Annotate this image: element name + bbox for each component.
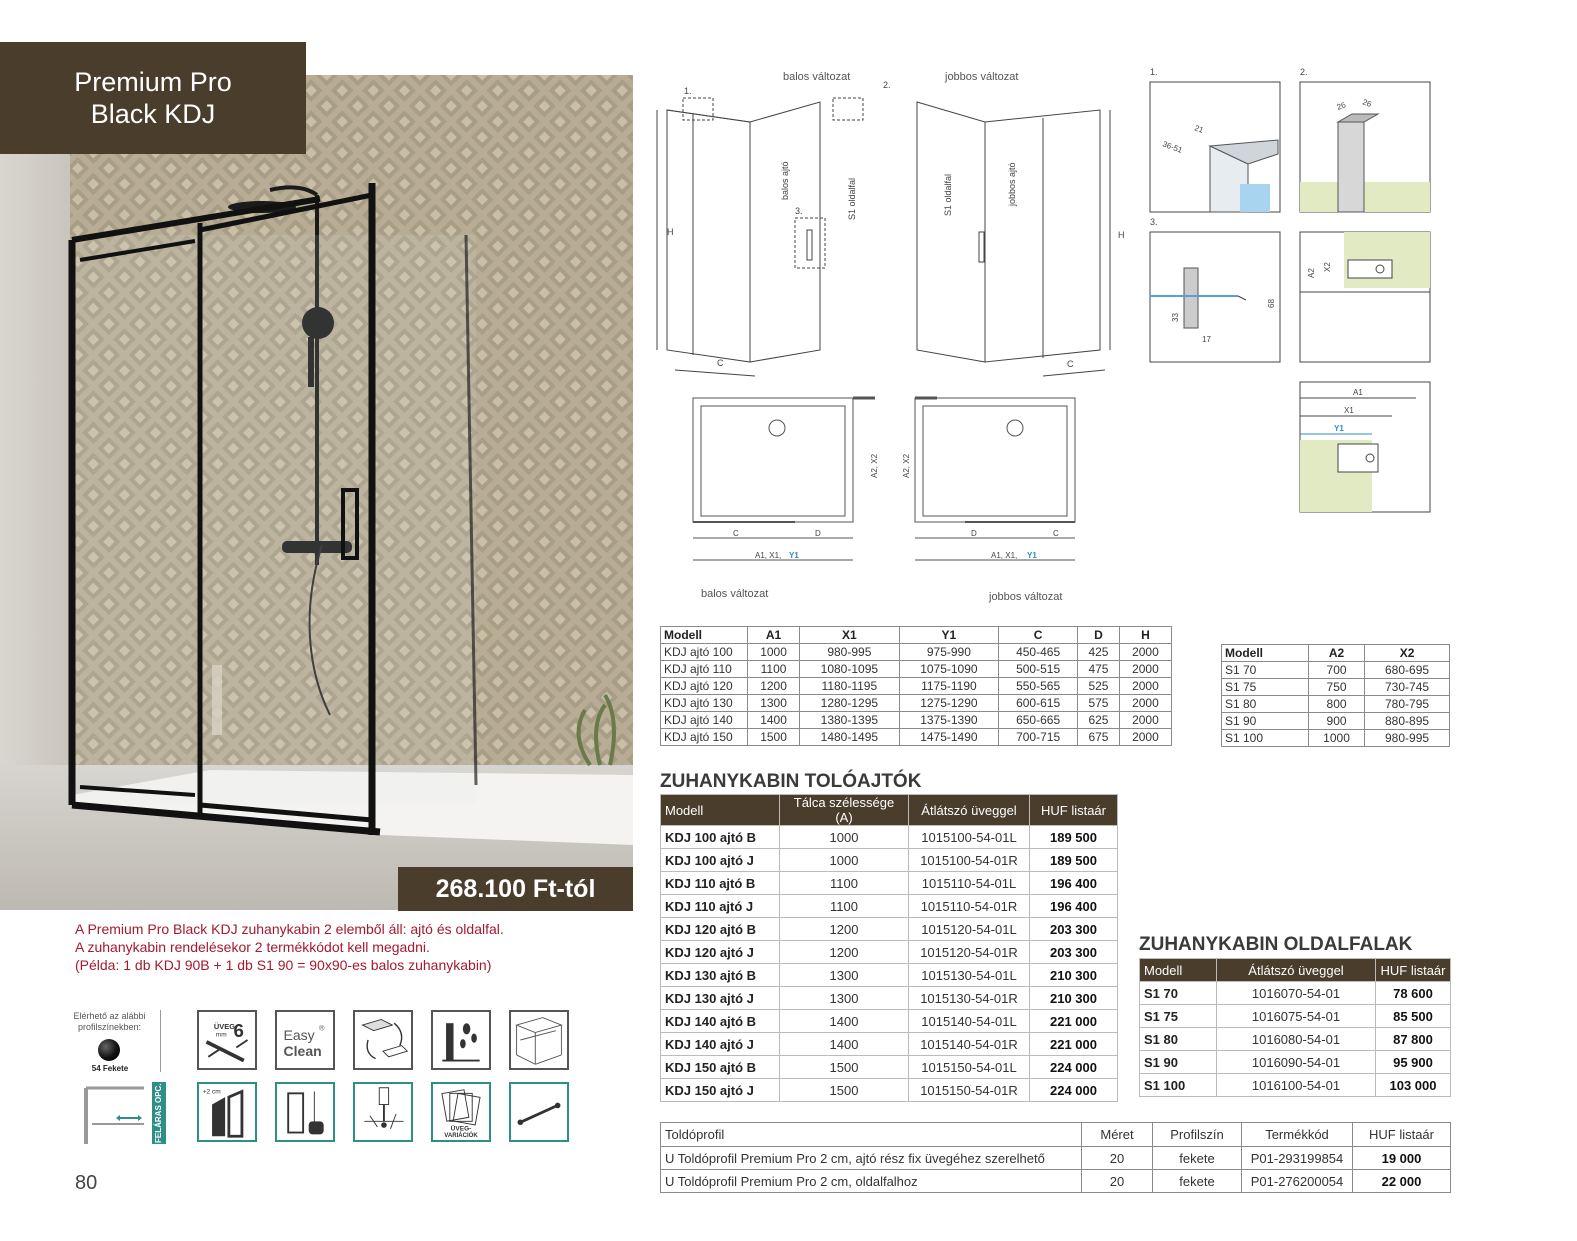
right-variant-label: jobbos változat — [945, 71, 1019, 83]
table-row — [1140, 982, 1451, 1005]
plan-a2x2-left: A2, X2 — [870, 453, 879, 478]
col-header: Termékkód — [1242, 1123, 1353, 1147]
side-walls-price-table — [1139, 958, 1451, 1097]
table-cell: 680-695 — [1365, 662, 1450, 679]
table-cell: fekete — [1153, 1147, 1242, 1170]
table-row — [1140, 1028, 1451, 1051]
table-cell: 700 — [1309, 662, 1365, 679]
height-adjust-icon — [275, 1082, 335, 1142]
table-cell: 1500 — [748, 729, 800, 746]
table-cell: 475 — [1078, 661, 1120, 678]
table-cell: 1100 — [748, 661, 800, 678]
extension-2cm-icon — [197, 1082, 257, 1142]
corner-cabin-icon — [509, 1010, 569, 1070]
table-cell: 1380-1395 — [800, 712, 900, 729]
table-cell: 2000 — [1119, 661, 1171, 678]
table-cell: 1015130-54-01L — [909, 964, 1030, 987]
table-row — [661, 678, 1172, 695]
table-cell: KDJ 100 ajtó J — [661, 849, 780, 872]
detail-1-tag: 1. — [1150, 67, 1158, 77]
easy-clean-icon — [275, 1010, 335, 1070]
table-cell: 975-990 — [899, 644, 999, 661]
table-cell: 1080-1095 — [800, 661, 900, 678]
product-photo — [0, 75, 633, 910]
price-from-badge: 268.100 Ft-tól — [398, 867, 633, 911]
col-header: Toldóprofil — [661, 1123, 1082, 1147]
table-cell: S1 70 — [1140, 982, 1217, 1005]
table-cell: KDJ 100 ajtó B — [661, 826, 780, 849]
height-label-left: H — [667, 227, 674, 237]
table-cell: 210 300 — [1030, 987, 1118, 1010]
dim-68: 68 — [1267, 299, 1276, 308]
description-line: A Premium Pro Black KDJ zuhanykabin 2 elemből áll: ajtó és oldalfal. — [75, 921, 504, 937]
table-cell: 87 800 — [1376, 1028, 1451, 1051]
table-cell: 1200 — [748, 678, 800, 695]
table-cell: 1375-1390 — [899, 712, 999, 729]
table-cell: 700-715 — [999, 729, 1078, 746]
plan-c-right: C — [1053, 529, 1059, 538]
table-cell: 800 — [1309, 696, 1365, 713]
description-line: A zuhanykabin rendelésekor 2 termékkódot kell megadni. — [75, 939, 430, 955]
detail-2-label: 2. — [883, 80, 891, 90]
table-cell: 189 500 — [1030, 849, 1118, 872]
dim-36-51: 36-51 — [1161, 139, 1184, 155]
table-cell: 880-895 — [1365, 713, 1450, 730]
table-header-row — [661, 1123, 1451, 1147]
table-cell: 450-465 — [999, 644, 1078, 661]
table-cell: KDJ 150 ajtó J — [661, 1079, 780, 1102]
col-header: HUF listaár — [1376, 959, 1451, 982]
table-cell: KDJ ajtó 150 — [661, 729, 748, 746]
table-cell: 1015150-54-01R — [909, 1079, 1030, 1102]
table-cell: U Toldóprofil Premium Pro 2 cm, ajtó rész fix üvegéhez szerelhető — [661, 1147, 1082, 1170]
col-header: C — [999, 627, 1078, 644]
table-cell: 1175-1190 — [899, 678, 999, 695]
table-row — [661, 644, 1172, 661]
table-header-row — [661, 795, 1118, 826]
table-cell: 1016080-54-01 — [1217, 1028, 1376, 1051]
detail-drawings — [1148, 64, 1438, 524]
table-cell: S1 90 — [1140, 1051, 1217, 1074]
col-header: HUF listaár — [1353, 1123, 1451, 1147]
col-header: Modell — [661, 627, 748, 644]
table-cell: 1275-1290 — [899, 695, 999, 712]
table-cell: S1 80 — [1222, 696, 1309, 713]
table-cell: 221 000 — [1030, 1010, 1118, 1033]
title-line-1: Premium Pro — [74, 67, 232, 97]
plan-a2x2-right: A2, X2 — [902, 453, 911, 478]
table-cell: P01-276200054 — [1242, 1170, 1353, 1193]
table-row — [661, 987, 1118, 1010]
table-cell: S1 100 — [1222, 730, 1309, 747]
side-wall-label-left: S1 oldalfal — [847, 177, 857, 220]
dimension-table — [660, 626, 1172, 746]
table-cell: 1016090-54-01 — [1217, 1051, 1376, 1074]
glass-unit: mm — [215, 1031, 227, 1039]
table-cell: 1016100-54-01 — [1217, 1074, 1376, 1097]
table-cell: KDJ 110 ajtó J — [661, 895, 780, 918]
plan-a1x1-left: A1, X1, — [755, 551, 782, 560]
table-cell: 600-615 — [999, 695, 1078, 712]
plus-2cm-label: +2 cm — [202, 1088, 221, 1096]
left-door-label: balos ajtó — [780, 161, 790, 200]
table-cell: S1 100 — [1140, 1074, 1217, 1097]
c-label-right: C — [1067, 359, 1074, 369]
doors-price-table — [660, 794, 1118, 1102]
table-cell: 1075-1090 — [899, 661, 999, 678]
table-row — [661, 1033, 1118, 1056]
table-cell: 500-515 — [999, 661, 1078, 678]
table-cell: 1015140-54-01L — [909, 1010, 1030, 1033]
plan-d-right: D — [971, 529, 977, 538]
table-cell: 2000 — [1119, 678, 1171, 695]
table-row — [1222, 713, 1450, 730]
left-variant-bottom-label: balos változat — [701, 588, 769, 600]
table-cell: 1200 — [780, 918, 909, 941]
table-cell: 2000 — [1119, 644, 1171, 661]
table-cell: 650-665 — [999, 712, 1078, 729]
plan-y1-left: Y1 — [789, 551, 799, 560]
dim-17: 17 — [1202, 335, 1211, 344]
table-cell: 1015110-54-01L — [909, 872, 1030, 895]
table-cell: S1 75 — [1222, 679, 1309, 696]
table-cell: 625 — [1078, 712, 1120, 729]
col-header: Profilszín — [1153, 1123, 1242, 1147]
table-cell: 750 — [1309, 679, 1365, 696]
col-header: A1 — [748, 627, 800, 644]
title-line-2: Black KDJ — [90, 99, 216, 129]
plan-a1x1-right: A1, X1, — [991, 551, 1018, 560]
table-row — [661, 872, 1118, 895]
tray-install-icon — [353, 1010, 413, 1070]
table-row — [1222, 679, 1450, 696]
table-cell: 980-995 — [800, 644, 900, 661]
table-cell: KDJ 130 ajtó B — [661, 964, 780, 987]
table-cell: 980-995 — [1365, 730, 1450, 747]
table-cell: S1 80 — [1140, 1028, 1217, 1051]
table-cell: P01-293199854 — [1242, 1147, 1353, 1170]
table-cell: fekete — [1153, 1170, 1242, 1193]
table-cell: 2000 — [1119, 729, 1171, 746]
col-header: Modell — [1222, 645, 1309, 662]
table-cell: 103 000 — [1376, 1074, 1451, 1097]
table-row — [661, 1170, 1451, 1193]
dim-y1: Y1 — [1334, 424, 1344, 433]
dim-33: 33 — [1171, 313, 1180, 322]
table-cell: S1 75 — [1140, 1005, 1217, 1028]
table-cell: 1280-1295 — [800, 695, 900, 712]
table-cell: 1015120-54-01L — [909, 918, 1030, 941]
table-cell: 575 — [1078, 695, 1120, 712]
col-header: HUF listaár — [1030, 795, 1118, 826]
table-cell: S1 90 — [1222, 713, 1309, 730]
table-cell: 189 500 — [1030, 826, 1118, 849]
table-cell: 196 400 — [1030, 895, 1118, 918]
col-header: A2 — [1309, 645, 1365, 662]
table-cell: 203 300 — [1030, 918, 1118, 941]
glass-variations-icon — [431, 1082, 491, 1142]
table-cell: 550-565 — [999, 678, 1078, 695]
table-cell: 2000 — [1119, 695, 1171, 712]
svg-text:®: ® — [319, 1023, 325, 1033]
color-swatch-black — [98, 1039, 120, 1061]
table-row — [661, 695, 1172, 712]
table-row — [1140, 1074, 1451, 1097]
table-row — [661, 941, 1118, 964]
table-cell: 1500 — [780, 1079, 909, 1102]
table-cell: 1500 — [780, 1056, 909, 1079]
table-cell: 1015140-54-01R — [909, 1033, 1030, 1056]
col-header: H — [1119, 627, 1171, 644]
plan-c-left: C — [733, 529, 739, 538]
table-row — [1140, 1051, 1451, 1074]
table-cell: 730-745 — [1365, 679, 1450, 696]
table-cell: 1480-1495 — [800, 729, 900, 746]
plan-y1-right: Y1 — [1027, 551, 1037, 560]
table-cell: 20 — [1082, 1170, 1153, 1193]
table-row — [661, 729, 1172, 746]
table-cell: KDJ 140 ajtó J — [661, 1033, 780, 1056]
table-cell: 1475-1490 — [899, 729, 999, 746]
accessories-table — [660, 1122, 1451, 1193]
table-row — [661, 712, 1172, 729]
table-header-row — [1222, 645, 1450, 662]
table-cell: 196 400 — [1030, 872, 1118, 895]
glass-variations-line1: ÜVEG- — [450, 1125, 472, 1133]
color-swatch-label: 54 Fekete — [91, 1064, 129, 1073]
table-cell: 85 500 — [1376, 1005, 1451, 1028]
table-cell: 1180-1195 — [800, 678, 900, 695]
table-cell: 1000 — [1309, 730, 1365, 747]
table-cell: 425 — [1078, 644, 1120, 661]
table-cell: 525 — [1078, 678, 1120, 695]
col-header: Tálca szélessége (A) — [780, 795, 909, 826]
table-cell: 1400 — [780, 1033, 909, 1056]
table-row — [661, 661, 1172, 678]
table-cell: KDJ 110 ajtó B — [661, 872, 780, 895]
table-cell: 1400 — [748, 712, 800, 729]
table-cell: KDJ ajtó 100 — [661, 644, 748, 661]
table-cell: 1400 — [780, 1010, 909, 1033]
side-walls-section-title: ZUHANYKABIN OLDALFALAK — [1139, 934, 1413, 955]
extension-profile-icon — [84, 1084, 150, 1146]
table-row — [661, 1056, 1118, 1079]
table-cell: 221 000 — [1030, 1033, 1118, 1056]
table-cell: 210 300 — [1030, 964, 1118, 987]
table-cell: KDJ 140 ajtó B — [661, 1010, 780, 1033]
col-header: D — [1078, 627, 1120, 644]
table-header-row — [1140, 959, 1451, 982]
table-row — [661, 964, 1118, 987]
table-cell: 1300 — [748, 695, 800, 712]
col-header: X1 — [800, 627, 900, 644]
table-row — [1140, 1005, 1451, 1028]
detail-3-tag: 3. — [1150, 217, 1158, 227]
table-cell: 780-795 — [1365, 696, 1450, 713]
availability-label: Elérhető az alábbi profilszínekben: — [73, 1011, 146, 1032]
table-cell: 675 — [1078, 729, 1120, 746]
side-wall-label-right: S1 oldalfal — [943, 173, 953, 216]
table-cell: 224 000 — [1030, 1056, 1118, 1079]
table-row — [661, 918, 1118, 941]
table-cell: 1000 — [748, 644, 800, 661]
table-cell: U Toldóprofil Premium Pro 2 cm, oldalfalhoz — [661, 1170, 1082, 1193]
table-cell: 78 600 — [1376, 982, 1451, 1005]
table-cell: 1015130-54-01R — [909, 987, 1030, 1010]
col-header: Átlátszó üveggel — [1217, 959, 1376, 982]
table-cell: 1016075-54-01 — [1217, 1005, 1376, 1028]
col-header: Modell — [1140, 959, 1217, 982]
dim-a2: A2 — [1307, 268, 1316, 278]
towel-bar-icon — [509, 1082, 569, 1142]
detail-2-tag: 2. — [1300, 67, 1308, 77]
dim-x1: X1 — [1344, 406, 1354, 415]
table-row — [661, 895, 1118, 918]
table-row — [661, 1147, 1451, 1170]
drill-icon — [353, 1082, 413, 1142]
right-variant-bottom-label: jobbos változat — [989, 591, 1063, 603]
dim-26-b: 26 — [1361, 97, 1373, 109]
table-cell: KDJ ajtó 130 — [661, 695, 748, 712]
table-cell: 1300 — [780, 964, 909, 987]
table-cell: 1015110-54-01R — [909, 895, 1030, 918]
table-row — [661, 1079, 1118, 1102]
table-row — [1222, 696, 1450, 713]
description-line: (Példa: 1 db KDJ 90B + 1 db S1 90 = 90x90-es balos zuhanykabin) — [75, 957, 492, 973]
divider — [160, 1010, 161, 1072]
col-header: Modell — [661, 795, 780, 826]
easy-label: Easy — [283, 1027, 315, 1043]
table-cell: KDJ ajtó 120 — [661, 678, 748, 695]
table-cell: 1100 — [780, 895, 909, 918]
table-cell: 1015120-54-01R — [909, 941, 1030, 964]
table-row — [1222, 730, 1450, 747]
left-variant-label: balos változat — [783, 71, 851, 83]
table-row — [661, 826, 1118, 849]
table-cell: S1 70 — [1222, 662, 1309, 679]
table-cell: 1300 — [780, 987, 909, 1010]
table-cell: 1000 — [780, 849, 909, 872]
table-cell: KDJ 130 ajtó J — [661, 987, 780, 1010]
col-header: X2 — [1365, 645, 1450, 662]
table-cell: KDJ ajtó 110 — [661, 661, 748, 678]
table-cell: 1015150-54-01L — [909, 1056, 1030, 1079]
water-drop-icon — [431, 1010, 491, 1070]
glass-thickness-value: 6 — [233, 1020, 244, 1042]
plan-d-left: D — [815, 529, 821, 538]
product-title — [0, 42, 306, 154]
page-number: 80 — [75, 1172, 98, 1194]
detail-3-label: 3. — [795, 206, 803, 216]
dim-26-a: 26 — [1335, 100, 1348, 112]
table-cell: 1000 — [780, 826, 909, 849]
table-cell: 19 000 — [1353, 1147, 1451, 1170]
dim-x2: X2 — [1323, 262, 1332, 272]
plan-drawing — [665, 392, 1115, 572]
table-cell: 224 000 — [1030, 1079, 1118, 1102]
side-dimension-table — [1221, 644, 1450, 747]
clean-label: Clean — [283, 1042, 322, 1059]
table-cell: 1016070-54-01 — [1217, 982, 1376, 1005]
table-cell: KDJ 120 ajtó J — [661, 941, 780, 964]
right-door-label: jobbos ajtó — [1007, 162, 1017, 206]
dim-21: 21 — [1193, 123, 1205, 135]
optional-extra-badge: FELÁRAS OPC. — [152, 1082, 166, 1144]
c-label-left: C — [717, 358, 724, 368]
table-cell: 1100 — [780, 872, 909, 895]
doors-section-title: ZUHANYKABIN TOLÓAJTÓK — [660, 771, 922, 792]
detail-1-label: 1. — [684, 86, 692, 96]
description — [75, 920, 615, 974]
table-cell: 203 300 — [1030, 941, 1118, 964]
dim-a1: A1 — [1353, 388, 1363, 397]
table-cell: 1015100-54-01L — [909, 826, 1030, 849]
glass-thickness-icon — [197, 1010, 257, 1070]
table-cell: 20 — [1082, 1147, 1153, 1170]
glass-label: ÜVEG — [213, 1021, 236, 1031]
table-cell: 900 — [1309, 713, 1365, 730]
table-row — [661, 849, 1118, 872]
table-cell: 2000 — [1119, 712, 1171, 729]
col-header: Y1 — [899, 627, 999, 644]
table-cell: KDJ 120 ajtó B — [661, 918, 780, 941]
glass-variations-line2: VARIÁCIÓK — [444, 1133, 478, 1140]
col-header: Méret — [1082, 1123, 1153, 1147]
table-cell: KDJ ajtó 140 — [661, 712, 748, 729]
table-cell: 1015100-54-01R — [909, 849, 1030, 872]
table-cell: 22 000 — [1353, 1170, 1451, 1193]
table-header-row — [661, 627, 1172, 644]
table-cell: 1200 — [780, 941, 909, 964]
height-label-right: H — [1118, 230, 1125, 240]
col-header: Átlátszó üveggel — [909, 795, 1030, 826]
table-row — [1222, 662, 1450, 679]
elevation-drawing — [655, 80, 1135, 380]
table-cell: KDJ 150 ajtó B — [661, 1056, 780, 1079]
table-cell: 95 900 — [1376, 1051, 1451, 1074]
table-row — [661, 1010, 1118, 1033]
